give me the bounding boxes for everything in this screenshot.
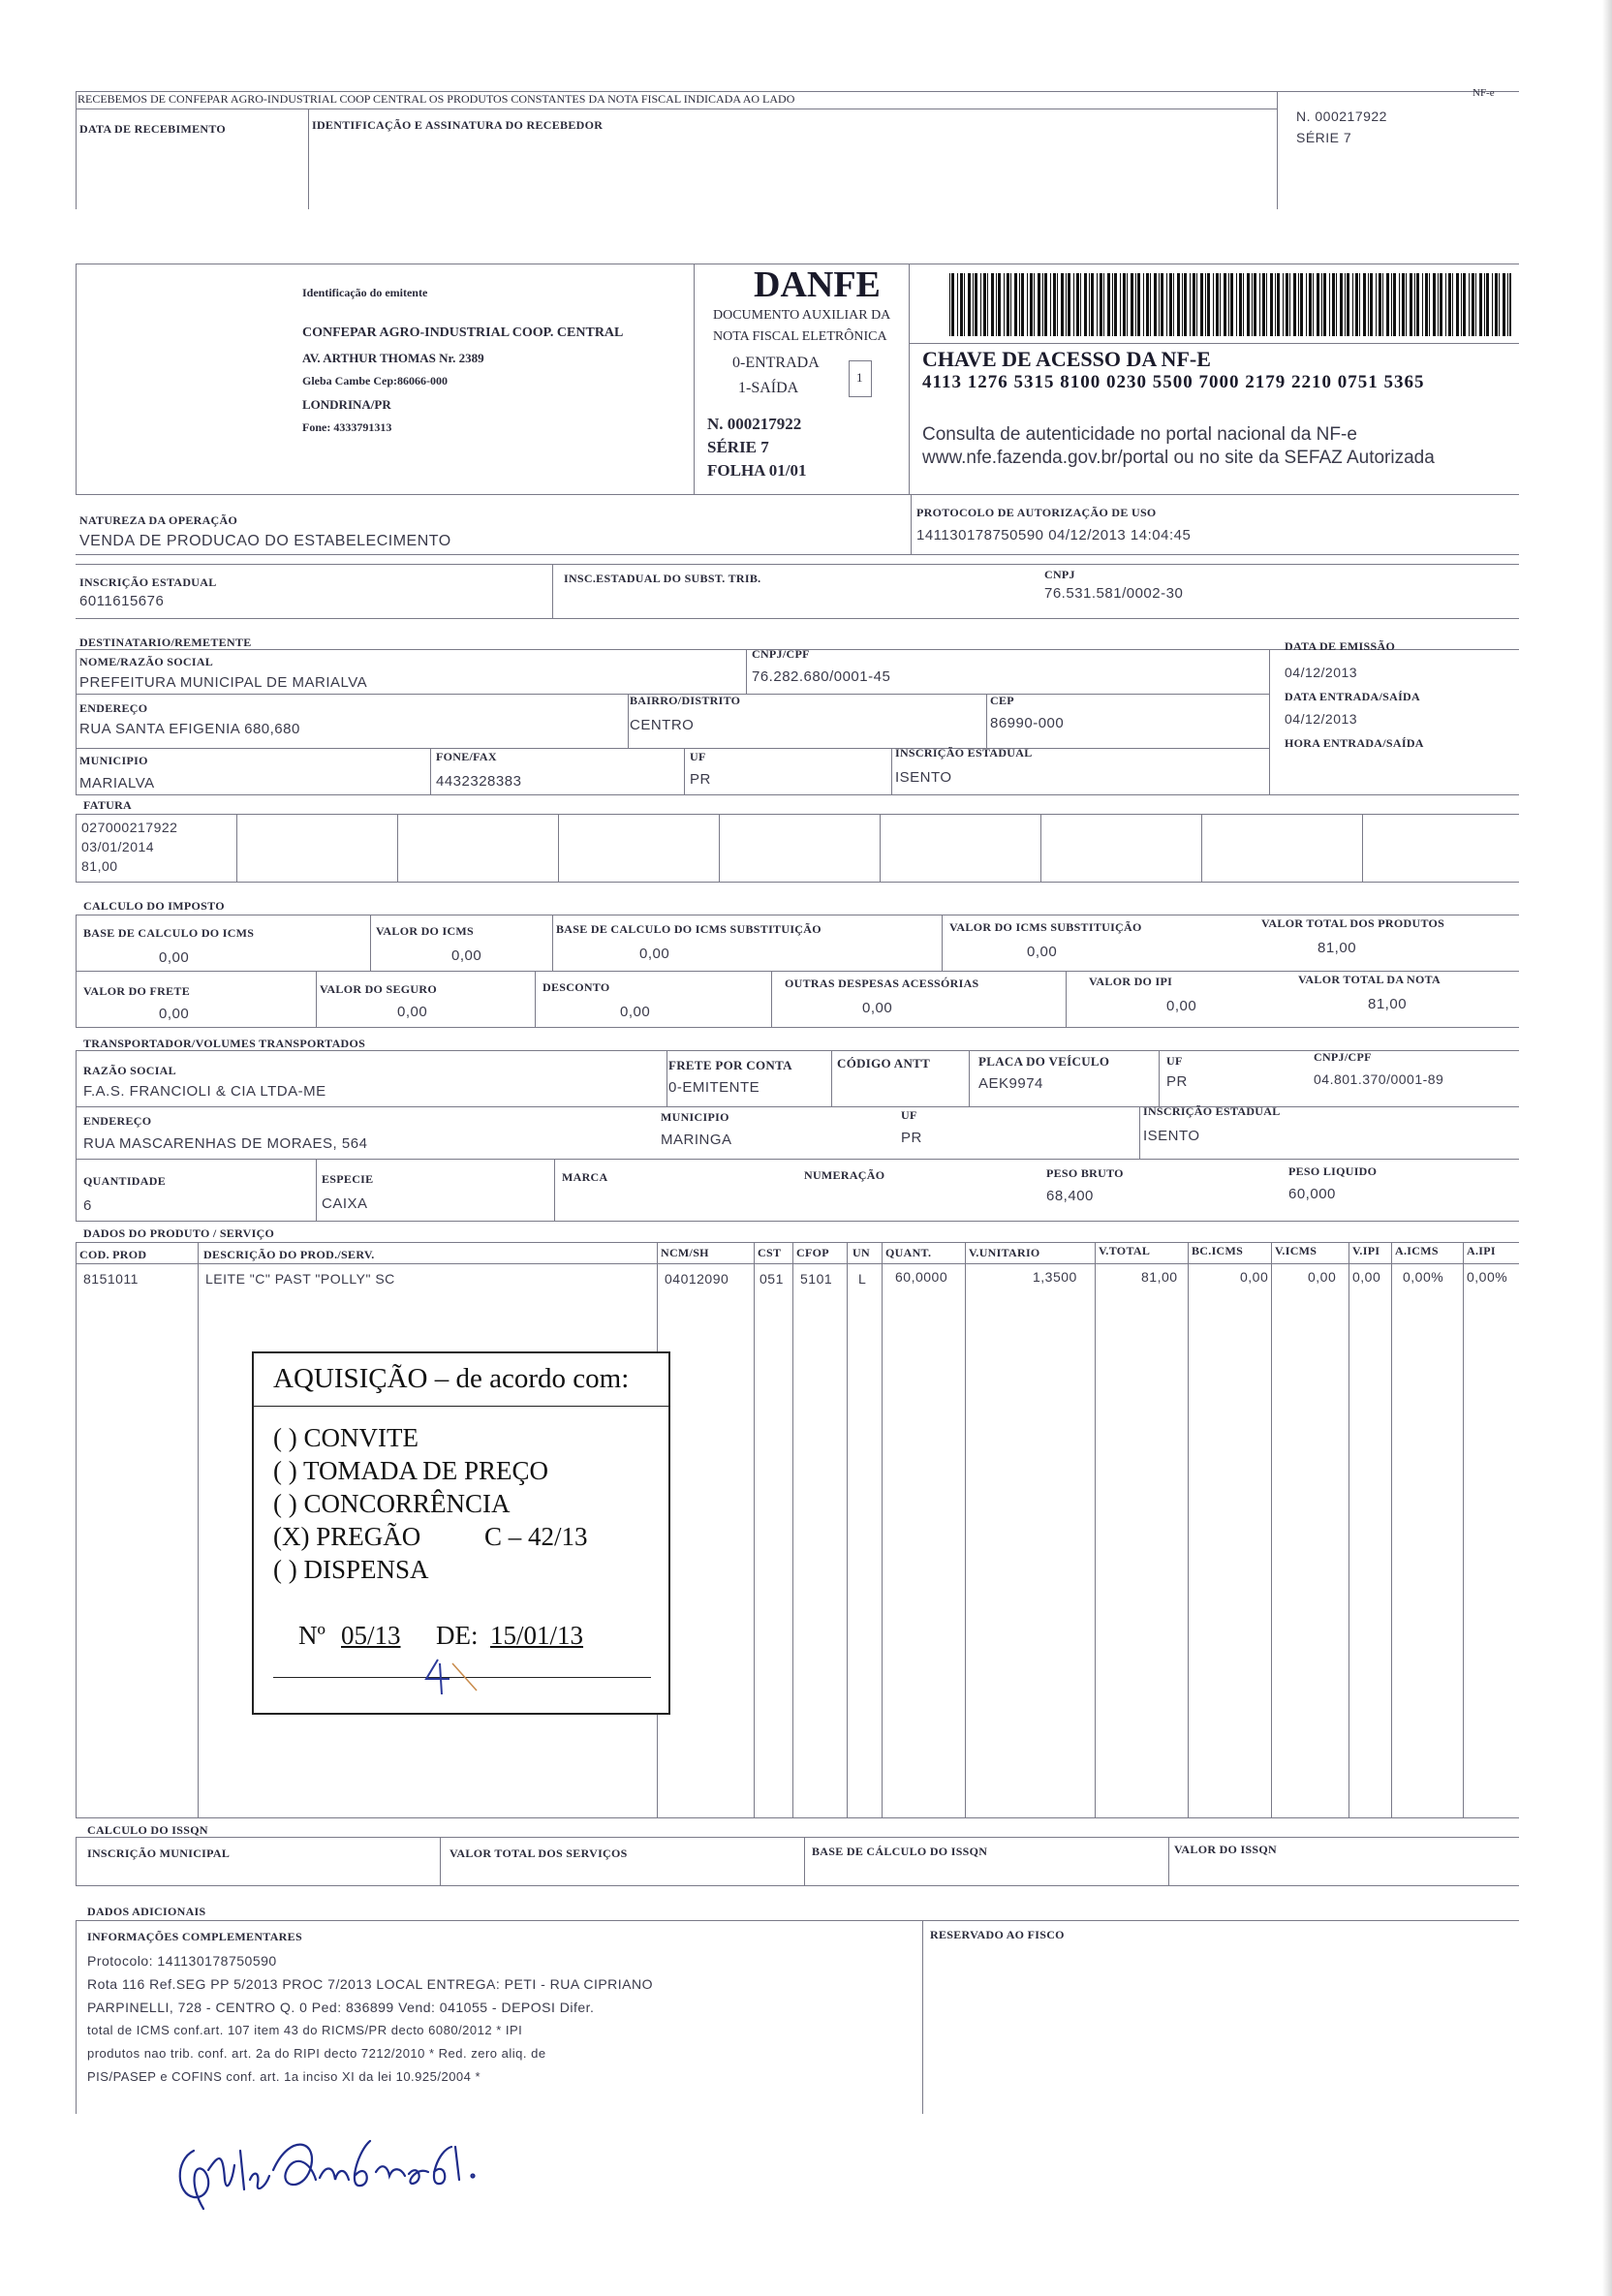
transp-endereco-label: ENDEREÇO [83, 1114, 152, 1128]
transp-razao: F.A.S. FRANCIOLI & CIA LTDA-ME [83, 1083, 326, 1100]
transp-cnpj-label: CNPJ/CPF [1314, 1050, 1372, 1064]
stamp-de-label: DE: [436, 1621, 479, 1650]
v-icms: 0,00 [451, 947, 482, 964]
dest-cep-label: CEP [990, 694, 1014, 707]
transp-qtd-label: QUANTIDADE [83, 1174, 167, 1188]
emitente-city: LONDRINA/PR [302, 397, 391, 412]
dest-entrada-label: DATA ENTRADA/SAÍDA [1285, 690, 1420, 703]
transp-razao-label: RAZÃO SOCIAL [83, 1064, 176, 1077]
emitente-label: Identificação do emitente [302, 286, 428, 299]
danfe-tipo: 1 [856, 370, 863, 385]
dest-hora-label: HORA ENTRADA/SAÍDA [1285, 736, 1424, 750]
issqn-v-label: VALOR DO ISSQN [1174, 1843, 1278, 1856]
emitente-cnpj-value: 76.531.581/0002-30 [1044, 585, 1184, 602]
ie-label: INSCRIÇÃO ESTADUAL [79, 575, 217, 589]
produtos-cell-1: LEITE "C" PAST "POLLY" SC [205, 1271, 395, 1287]
chave-consulta-2: www.nfe.fazenda.gov.br/portal ou no site da SEFAZ Autorizada [922, 448, 1435, 468]
produtos-cell-2: 04012090 [665, 1271, 729, 1287]
dest-cep: 86990-000 [990, 715, 1065, 731]
produtos-cell-6: 60,0000 [895, 1269, 948, 1285]
emitente-name: CONFEPAR AGRO-INDUSTRIAL COOP. CENTRAL [302, 326, 624, 340]
dest-bairro-label: BAIRRO/DISTRITO [630, 694, 741, 707]
info-line-2: Rota 116 Ref.SEG PP 5/2013 PROC 7/2013 LOCAL ENTREGA: PETI - RUA CIPRIANO [87, 1976, 654, 1992]
chave-label: CHAVE DE ACESSO DA NF-E [922, 347, 1211, 371]
transp-numeracao-label: NUMERAÇÃO [804, 1168, 885, 1182]
seguro-label: VALOR DO SEGURO [320, 982, 437, 996]
v-prod-label: VALOR TOTAL DOS PRODUTOS [1261, 916, 1445, 930]
transp-ie-label: INSCRIÇÃO ESTADUAL [1143, 1104, 1281, 1118]
protocolo-label: PROTOCOLO DE AUTORIZAÇÃO DE USO [916, 506, 1157, 519]
stamp-option-concorrencia: ( ) CONCORRÊNCIA [273, 1489, 511, 1518]
produtos-header-4: CFOP [796, 1246, 829, 1259]
receipt-header: RECEBEMOS DE CONFEPAR AGRO-INDUSTRIAL COOP CENTRAL OS PRODUTOS CONSTANTES DA NOTA FISCAL INDICADA AO LADO [78, 92, 795, 106]
produtos-cell-9: 0,00 [1240, 1269, 1269, 1285]
v-icms-label: VALOR DO ICMS [376, 924, 475, 938]
info-line-4: total de ICMS conf.art. 107 item 43 do RICMS/PR decto 6080/2012 * IPI [87, 2023, 523, 2037]
info-line-6: PIS/PASEP e COFINS conf. art. 1a inciso XI da lei 10.925/2004 * [87, 2069, 481, 2084]
issqn-bc-label: BASE DE CÁLCULO DO ISSQN [812, 1845, 988, 1858]
dest-ie-label: INSCRIÇÃO ESTADUAL [895, 746, 1033, 760]
transp-uf2-label: UF [901, 1108, 917, 1122]
transp-uf: PR [1166, 1073, 1188, 1090]
produtos-cell-10: 0,00 [1308, 1269, 1337, 1285]
ie-value: 6011615676 [79, 593, 165, 609]
transp-ie: ISENTO [1143, 1128, 1200, 1144]
scan-edge [1602, 0, 1612, 2296]
produtos-header-8: V.TOTAL [1099, 1244, 1151, 1257]
ipi: 0,00 [1166, 998, 1197, 1014]
destinatario-section-title: DESTINATARIO/REMETENTE [79, 636, 252, 649]
dest-municipio: MARIALVA [79, 775, 155, 791]
transp-cnpj: 04.801.370/0001-89 [1314, 1071, 1444, 1087]
fatura-label: FATURA [83, 798, 133, 812]
stamp-option-pregao: (X) PREGÃO [273, 1522, 421, 1551]
ie-subst-label: INSC.ESTADUAL DO SUBST. TRIB. [564, 572, 761, 585]
issqn-vts-label: VALOR TOTAL DOS SERVIÇOS [450, 1846, 628, 1860]
stamp-option-dispensa: ( ) DISPENSA [273, 1555, 429, 1584]
chave-value: 4113 1276 5315 8100 0230 5500 7000 2179 2210 0751 5365 [922, 372, 1425, 392]
stamp-title: AQUISIÇÃO – de acordo com: [273, 1363, 630, 1394]
natureza-value: VENDA DE PRODUCAO DO ESTABELECIMENTO [79, 533, 451, 549]
stamp-num: 05/13 [341, 1621, 401, 1650]
produtos-cell-3: 051 [760, 1271, 784, 1287]
produtos-cell-12: 0,00% [1403, 1269, 1444, 1285]
dest-uf: PR [690, 771, 711, 788]
bc-icms-label: BASE DE CALCULO DO ICMS [83, 926, 255, 940]
dest-fone: 4432328383 [436, 773, 522, 790]
desconto-label: DESCONTO [542, 980, 610, 994]
dest-endereco-label: ENDEREÇO [79, 701, 148, 715]
ipi-label: VALOR DO IPI [1089, 975, 1173, 988]
info-line-3: PARPINELLI, 728 - CENTRO Q. 0 Ped: 836899 Vend: 041055 - DEPOSI Difer. [87, 2000, 595, 2015]
outras: 0,00 [862, 1000, 893, 1016]
produtos-header-10: V.ICMS [1275, 1244, 1318, 1257]
info-line-5: produtos nao trib. conf. art. 2a do RIPI decto 7212/2010 * Red. zero aliq. de [87, 2046, 546, 2061]
imposto-section-title: CALCULO DO IMPOSTO [83, 899, 225, 913]
bc-st-label: BASE DE CALCULO DO ICMS SUBSTITUIÇÃO [556, 922, 822, 936]
receipt-id-label: IDENTIFICAÇÃO E ASSINATURA DO RECEBEDOR [312, 118, 604, 132]
produtos-header-3: CST [758, 1246, 782, 1259]
transp-frete: 0-EMITENTE [668, 1079, 760, 1096]
transp-endereco: RUA MASCARENHAS DE MORAES, 564 [83, 1135, 368, 1152]
produtos-cell-7: 1,3500 [1033, 1269, 1077, 1285]
produtos-section-title: DADOS DO PRODUTO / SERVIÇO [83, 1226, 275, 1240]
transp-antt-label: CÓDIGO ANTT [837, 1056, 931, 1070]
produtos-cell-5: L [858, 1271, 867, 1287]
produtos-cell-4: 5101 [800, 1271, 833, 1287]
produtos-header-6: QUANT. [885, 1246, 932, 1259]
dest-emissao: 04/12/2013 [1285, 665, 1358, 680]
info-label: INFORMAÇÕES COMPLEMENTARES [87, 1930, 302, 1943]
v-prod: 81,00 [1318, 940, 1357, 956]
desconto: 0,00 [620, 1004, 651, 1020]
dest-fone-label: FONE/FAX [436, 750, 497, 763]
danfe-number: N. 000217922 [707, 415, 802, 433]
receipt-date-label: DATA DE RECEBIMENTO [79, 122, 227, 136]
issqn-im-label: INSCRIÇÃO MUNICIPAL [87, 1846, 231, 1860]
danfe-entrada: 0-ENTRADA [732, 355, 820, 371]
transp-bruto-label: PESO BRUTO [1046, 1166, 1124, 1180]
stamp-pregao-number: C – 42/13 [484, 1522, 588, 1551]
stamp-option-tomada: ( ) TOMADA DE PREÇO [273, 1456, 549, 1485]
produtos-header-13: A.IPI [1467, 1244, 1496, 1257]
v-st: 0,00 [1027, 944, 1058, 960]
protocolo-value: 141130178750590 04/12/2013 14:04:45 [916, 527, 1192, 543]
natureza-label: NATUREZA DA OPERAÇÃO [79, 513, 238, 527]
stamp-de: 15/01/13 [490, 1621, 584, 1650]
transportador-section-title: TRANSPORTADOR/VOLUMES TRANSPORTADOS [83, 1037, 366, 1050]
emitente-gleba: Gleba Cambe Cep:86066-000 [302, 374, 448, 388]
dest-ie: ISENTO [895, 769, 952, 786]
emitente-phone: Fone: 4333791313 [302, 420, 392, 434]
produtos-header-11: V.IPI [1352, 1244, 1380, 1257]
fisco-label: RESERVADO AO FISCO [930, 1928, 1065, 1941]
transp-especie: CAIXA [322, 1195, 368, 1212]
fatura-line1: 027000217922 [81, 820, 178, 835]
receipt-nfe-label: NF-e [1472, 87, 1495, 99]
seguro: 0,00 [397, 1004, 428, 1020]
produtos-header-5: UN [852, 1246, 870, 1259]
dest-entrada: 04/12/2013 [1285, 711, 1358, 727]
transp-uf2: PR [901, 1130, 922, 1146]
danfe-folha: FOLHA 01/01 [707, 461, 807, 480]
total-label: VALOR TOTAL DA NOTA [1298, 973, 1441, 986]
emitente-cnpj-label: CNPJ [1044, 568, 1075, 581]
dest-cnpj: 76.282.680/0001-45 [752, 668, 891, 685]
produtos-cell-8: 81,00 [1141, 1269, 1178, 1285]
frete-label: VALOR DO FRETE [83, 984, 190, 998]
fatura-line3: 81,00 [81, 858, 118, 874]
stamp-num-label: Nº [298, 1621, 326, 1650]
handwritten-signature [165, 2112, 533, 2218]
chave-consulta-1: Consulta de autenticidade no portal nacional da NF-e [922, 424, 1357, 445]
dest-bairro: CENTRO [630, 717, 695, 733]
transp-uf-label: UF [1166, 1054, 1183, 1068]
adicionais-section-title: DADOS ADICIONAIS [87, 1905, 206, 1918]
bc-icms: 0,00 [159, 949, 190, 966]
emitente-address: AV. ARTHUR THOMAS Nr. 2389 [302, 351, 484, 365]
dest-nome-label: NOME/RAZÃO SOCIAL [79, 655, 214, 668]
transp-liquido-label: PESO LIQUIDO [1288, 1164, 1378, 1178]
dest-endereco: RUA SANTA EFIGENIA 680,680 [79, 721, 300, 737]
barcode [949, 273, 1511, 336]
danfe-title: DANFE [754, 264, 881, 305]
total: 81,00 [1368, 996, 1408, 1012]
transp-municipio: MARINGA [661, 1132, 732, 1148]
v-st-label: VALOR DO ICMS SUBSTITUIÇÃO [949, 920, 1142, 934]
produtos-header-7: V.UNITARIO [969, 1246, 1040, 1259]
dest-emissao-label: DATA DE EMISSÃO [1285, 639, 1396, 653]
transp-qtd: 6 [83, 1197, 92, 1214]
produtos-cell-11: 0,00 [1352, 1269, 1381, 1285]
receipt-serie: SÉRIE 7 [1296, 130, 1352, 145]
danfe-saida: 1-SAÍDA [738, 380, 799, 396]
frete: 0,00 [159, 1006, 190, 1022]
aquisicao-stamp [252, 1351, 670, 1715]
dest-municipio-label: MUNICIPIO [79, 754, 148, 767]
receipt-number: N. 000217922 [1296, 109, 1387, 124]
produtos-cell-13: 0,00% [1467, 1269, 1508, 1285]
transp-placa-label: PLACA DO VEÍCULO [978, 1054, 1110, 1069]
issqn-section-title: CALCULO DO ISSQN [87, 1823, 208, 1837]
dest-nome: PREFEITURA MUNICIPAL DE MARIALVA [79, 674, 368, 691]
fatura-line2: 03/01/2014 [81, 839, 155, 854]
transp-frete-label: FRETE POR CONTA [668, 1058, 792, 1072]
transp-bruto: 68,400 [1046, 1188, 1094, 1204]
produtos-header-2: NCM/SH [661, 1246, 709, 1259]
produtos-header-12: A.ICMS [1395, 1244, 1439, 1257]
stamp-initials-signature [399, 1652, 496, 1700]
danfe-sub2: NOTA FISCAL ELETRÔNICA [713, 329, 887, 344]
transp-especie-label: ESPECIE [322, 1172, 374, 1186]
info-line-1: Protocolo: 141130178750590 [87, 1953, 277, 1969]
transp-marca-label: MARCA [562, 1170, 608, 1184]
bc-st: 0,00 [639, 946, 670, 962]
danfe-sub1: DOCUMENTO AUXILIAR DA [713, 308, 891, 323]
transp-municipio-label: MUNICIPIO [661, 1110, 729, 1124]
produtos-header-0: COD. PROD [79, 1248, 147, 1261]
danfe-serie: SÉRIE 7 [707, 438, 769, 456]
stamp-option-convite: ( ) CONVITE [273, 1423, 418, 1452]
produtos-cell-0: 8151011 [83, 1271, 139, 1287]
outras-label: OUTRAS DESPESAS ACESSÓRIAS [785, 977, 979, 990]
produtos-header-1: DESCRIÇÃO DO PROD./SERV. [203, 1248, 375, 1261]
transp-placa: AEK9974 [978, 1075, 1043, 1092]
dest-uf-label: UF [690, 750, 706, 763]
transp-liquido: 60,000 [1288, 1186, 1336, 1202]
produtos-header-9: BC.ICMS [1192, 1244, 1244, 1257]
dest-cnpj-label: CNPJ/CPF [752, 647, 810, 661]
